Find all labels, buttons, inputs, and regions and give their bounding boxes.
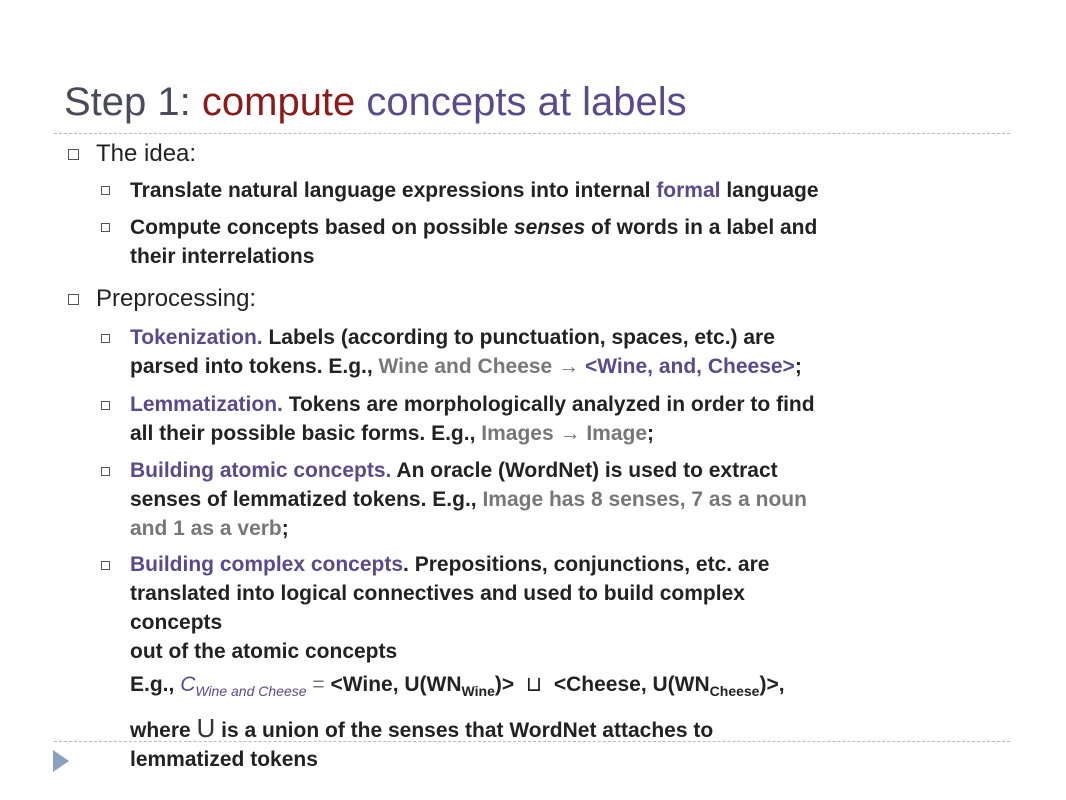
idea-item-translate: Translate natural language expressions into internal formal language [130, 179, 819, 202]
title-prefix: Step 1: [64, 80, 202, 124]
atomic-concepts-item: Building atomic concepts. An oracle (WordNet) is used to extract senses of lemmatized tokens. E.g., Image has 8 senses, 7 as a noun and 1 as a verb; [130, 459, 807, 540]
union-explanation: where U is a union of the senses that WordNet attaches to lemmatized tokens [130, 713, 714, 771]
preprocessing-heading: Preprocessing: [96, 285, 257, 312]
idea-heading: The idea: [96, 140, 197, 167]
title-rest: concepts at labels [355, 80, 687, 124]
title-divider [54, 133, 1010, 134]
bullet-square-icon [101, 467, 110, 476]
slide-title [64, 78, 687, 126]
bullet-square-icon [101, 223, 110, 232]
lemmatization-label: Lemmatization. [130, 393, 283, 416]
complex-example: E.g., $C_{Wine and Cheese}$ = <Wine, $U(WN_{Wine})>$ ⊔ <Cheese, $U(WN_{Cheese})>$, [130, 673, 785, 700]
complex-concepts-label: Building complex concepts [130, 553, 404, 576]
bullet-square-icon [101, 561, 110, 570]
tokenization-item: Tokenization. Labels (according to punctuation, spaces, etc.) are parsed into tokens. E.g., Wine and Cheese → <Wine, and, Cheese>; [130, 326, 802, 378]
bullet-square-icon [68, 294, 79, 305]
bullet-square-icon [101, 186, 110, 195]
bullet-square-icon [101, 401, 110, 410]
union-operator-icon: ⊔ [525, 673, 543, 696]
title-highlight: compute [201, 80, 356, 124]
play-arrow-icon [53, 750, 69, 772]
idea-item-compute: Compute concepts based on possible senses of words in a label and their interrelations [130, 216, 818, 268]
lemmatization-item: Lemmatization. Tokens are morphologically analyzed in order to find all their possible basic forms. E.g., Images → Image; [130, 393, 815, 445]
arrow-icon: → [558, 355, 580, 378]
arrow-icon: → [559, 422, 581, 445]
atomic-concepts-label: Building atomic concepts. [130, 459, 392, 482]
complex-concepts-item: Building complex concepts. Prepositions, conjunctions, etc. are translated into logical connectives and used to build complex concepts out of the atomic concepts [130, 553, 770, 663]
union-symbol-icon: U [196, 713, 216, 743]
bullet-square-icon [101, 334, 110, 343]
footer-divider [54, 741, 1010, 742]
bullet-square-icon [68, 149, 79, 160]
formal-highlight: formal [656, 179, 721, 202]
tokenization-label: Tokenization. [130, 326, 263, 349]
senses-emphasis: senses [513, 216, 586, 239]
